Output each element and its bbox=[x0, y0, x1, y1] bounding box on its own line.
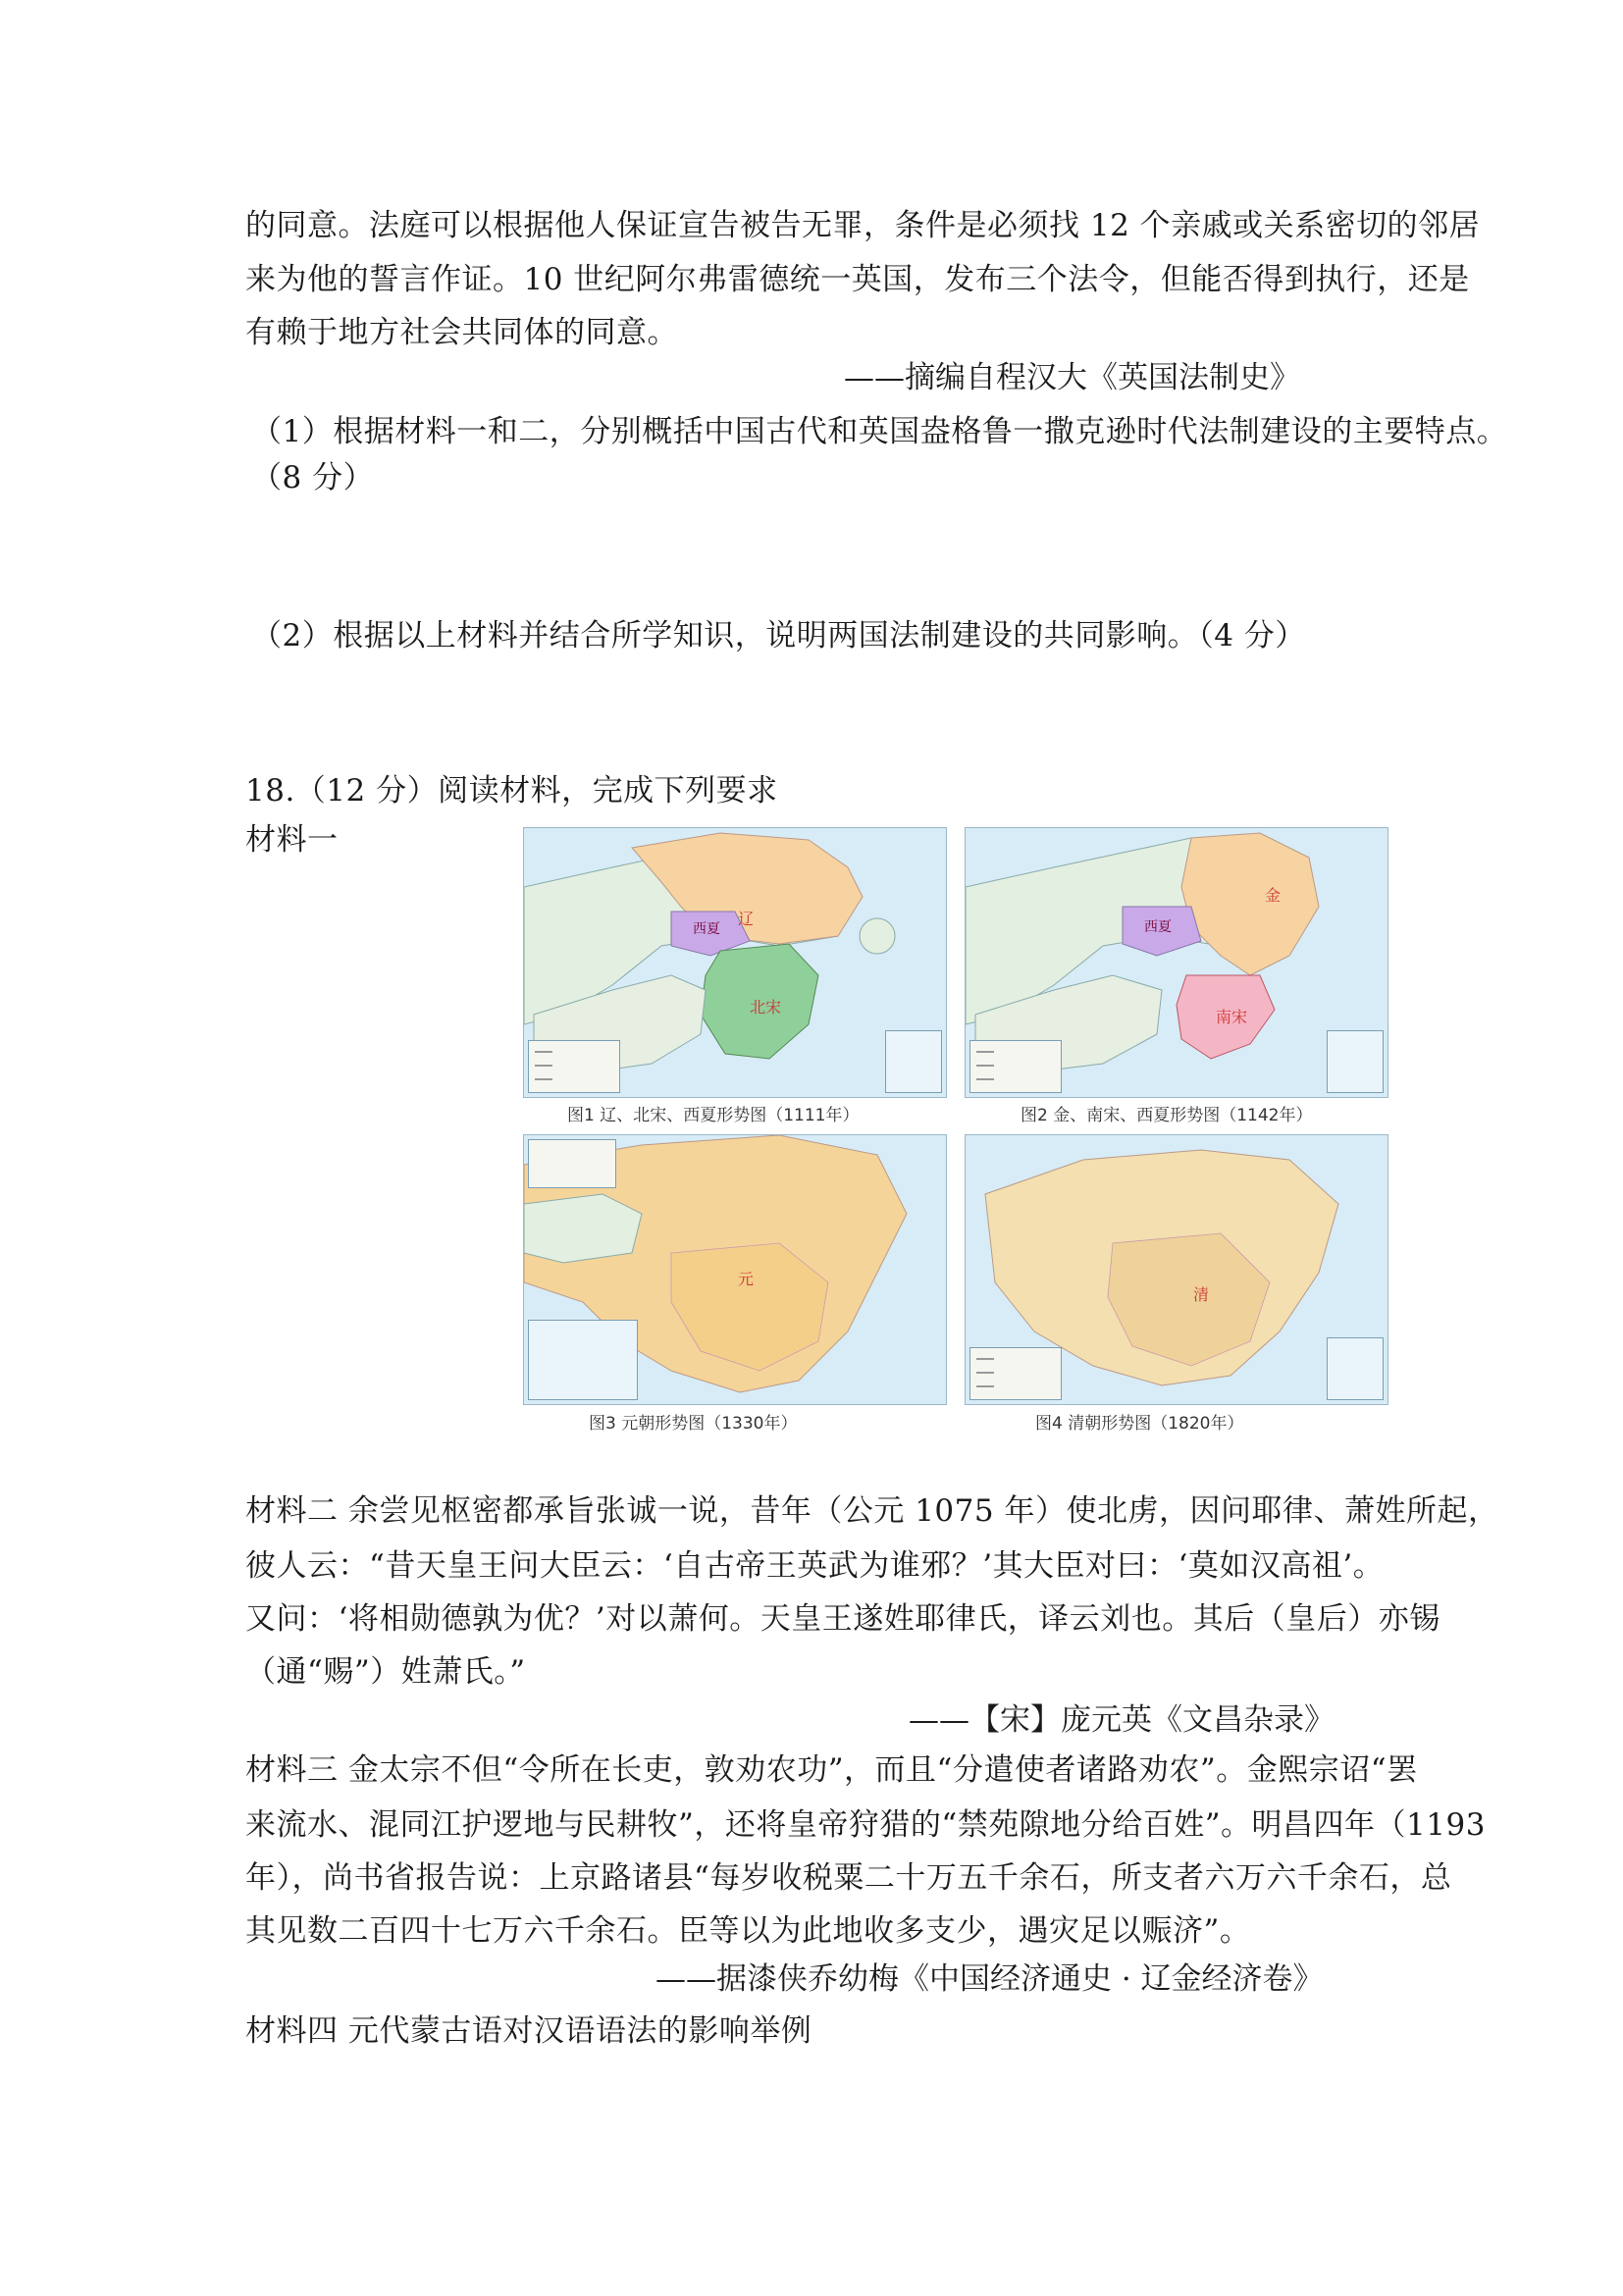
label-xixia-2: 西夏 bbox=[1144, 919, 1172, 935]
map-4-caption: 图4 清朝形势图（1820年） bbox=[1035, 1414, 1244, 1434]
map-qing bbox=[965, 1134, 1388, 1405]
q18-heading: 18.（12 分）阅读材料，完成下列要求 bbox=[245, 773, 778, 809]
map-2-caption: 图2 金、南宋、西夏形势图（1142年） bbox=[1021, 1106, 1313, 1125]
map-legend bbox=[969, 1040, 1062, 1093]
map-3-caption: 图3 元朝形势图（1330年） bbox=[589, 1414, 798, 1434]
intro-line-3: 有赖于地方社会共同体的同意。 bbox=[245, 315, 678, 350]
intro-line-1: 的同意。法庭可以根据他人保证宣告被告无罪，条件是必须找 12 个亲戚或关系密切的邻居 bbox=[245, 208, 1481, 243]
label-yuan: 元 bbox=[738, 1270, 755, 1288]
material-3-source: ——据漆侠乔幼梅《中国经济通史 · 辽金经济卷》 bbox=[655, 1961, 1324, 1997]
material-2-line-2: 彼人云：“昔天皇王问大臣云：‘自古帝王英武为谁邪？’其大臣对曰：‘莫如汉高祖’。 bbox=[245, 1548, 1385, 1584]
material-2-line-4: （通“赐”）姓萧氏。” bbox=[245, 1654, 526, 1690]
material-2-line-1: 材料二 余尝见枢密都承旨张诚一说，昔年（公元 1075 年）使北虏，因问耶律、萧姓所起， bbox=[245, 1493, 1499, 1529]
material-2-line-3: 又问：‘将相勋德孰为优？’对以萧何。天皇王遂姓耶律氏，译云刘也。其后（皇后）亦锡 bbox=[245, 1601, 1440, 1637]
material-4-label: 材料四 元代蒙古语对汉语语法的影响举例 bbox=[245, 2013, 812, 2049]
label-liao: 辽 bbox=[738, 910, 755, 928]
map-yuan bbox=[523, 1134, 947, 1405]
material-3-line-2: 来流水、混同江护逻地与民耕牧”，还将皇帝狩猎的“禁苑隙地分给百姓”。明昌四年（1193 bbox=[245, 1807, 1486, 1843]
map-inset bbox=[1327, 1337, 1384, 1400]
material-2-source: ——【宋】庞元英《文昌杂录》 bbox=[909, 1702, 1335, 1738]
material-3-line-1: 材料三 金太宗不但“令所在长吏，敦劝农功”，而且“分遣使者诸路劝农”。金熙宗诏“罢 bbox=[245, 1752, 1418, 1788]
label-northern-song: 北宋 bbox=[750, 998, 782, 1017]
map-inset bbox=[528, 1320, 638, 1400]
map-jin-song-xixia bbox=[965, 827, 1388, 1098]
map-liao-song-xixia bbox=[523, 827, 947, 1098]
map-inset bbox=[885, 1030, 942, 1093]
label-jin: 金 bbox=[1265, 886, 1282, 905]
map-legend bbox=[528, 1040, 620, 1093]
label-xixia: 西夏 bbox=[693, 921, 720, 937]
question-1: （1）根据材料一和二，分别概括中国古代和英国盎格鲁一撒克逊时代法制建设的主要特点。 bbox=[251, 414, 1508, 449]
material-1-label: 材料一 bbox=[245, 822, 339, 858]
question-2: （2）根据以上材料并结合所学知识，说明两国法制建设的共同影响。（4 分） bbox=[251, 618, 1306, 653]
material-3-line-3: 年），尚书省报告说：上京路诸县“每岁收税粟二十万五千余石，所支者六万六千余石，总 bbox=[245, 1860, 1452, 1896]
intro-source: ——摘编自程汉大《英国法制史》 bbox=[844, 360, 1300, 395]
map-1-caption: 图1 辽、北宋、西夏形势图（1111年） bbox=[567, 1106, 860, 1125]
material-3-line-4: 其见数二百四十七万六千余石。臣等以为此地收多支少，遇灾足以赈济”。 bbox=[245, 1913, 1251, 1949]
map-inset bbox=[1327, 1030, 1384, 1093]
label-southern-song: 南宋 bbox=[1216, 1008, 1248, 1026]
label-qing: 清 bbox=[1193, 1285, 1210, 1304]
map-legend bbox=[969, 1347, 1062, 1400]
question-1-score: （8 分） bbox=[251, 460, 375, 496]
intro-line-2: 来为他的誓言作证。10 世纪阿尔弗雷德统一英国，发布三个法令，但能否得到执行，还是 bbox=[245, 262, 1470, 297]
map-legend bbox=[528, 1139, 616, 1188]
